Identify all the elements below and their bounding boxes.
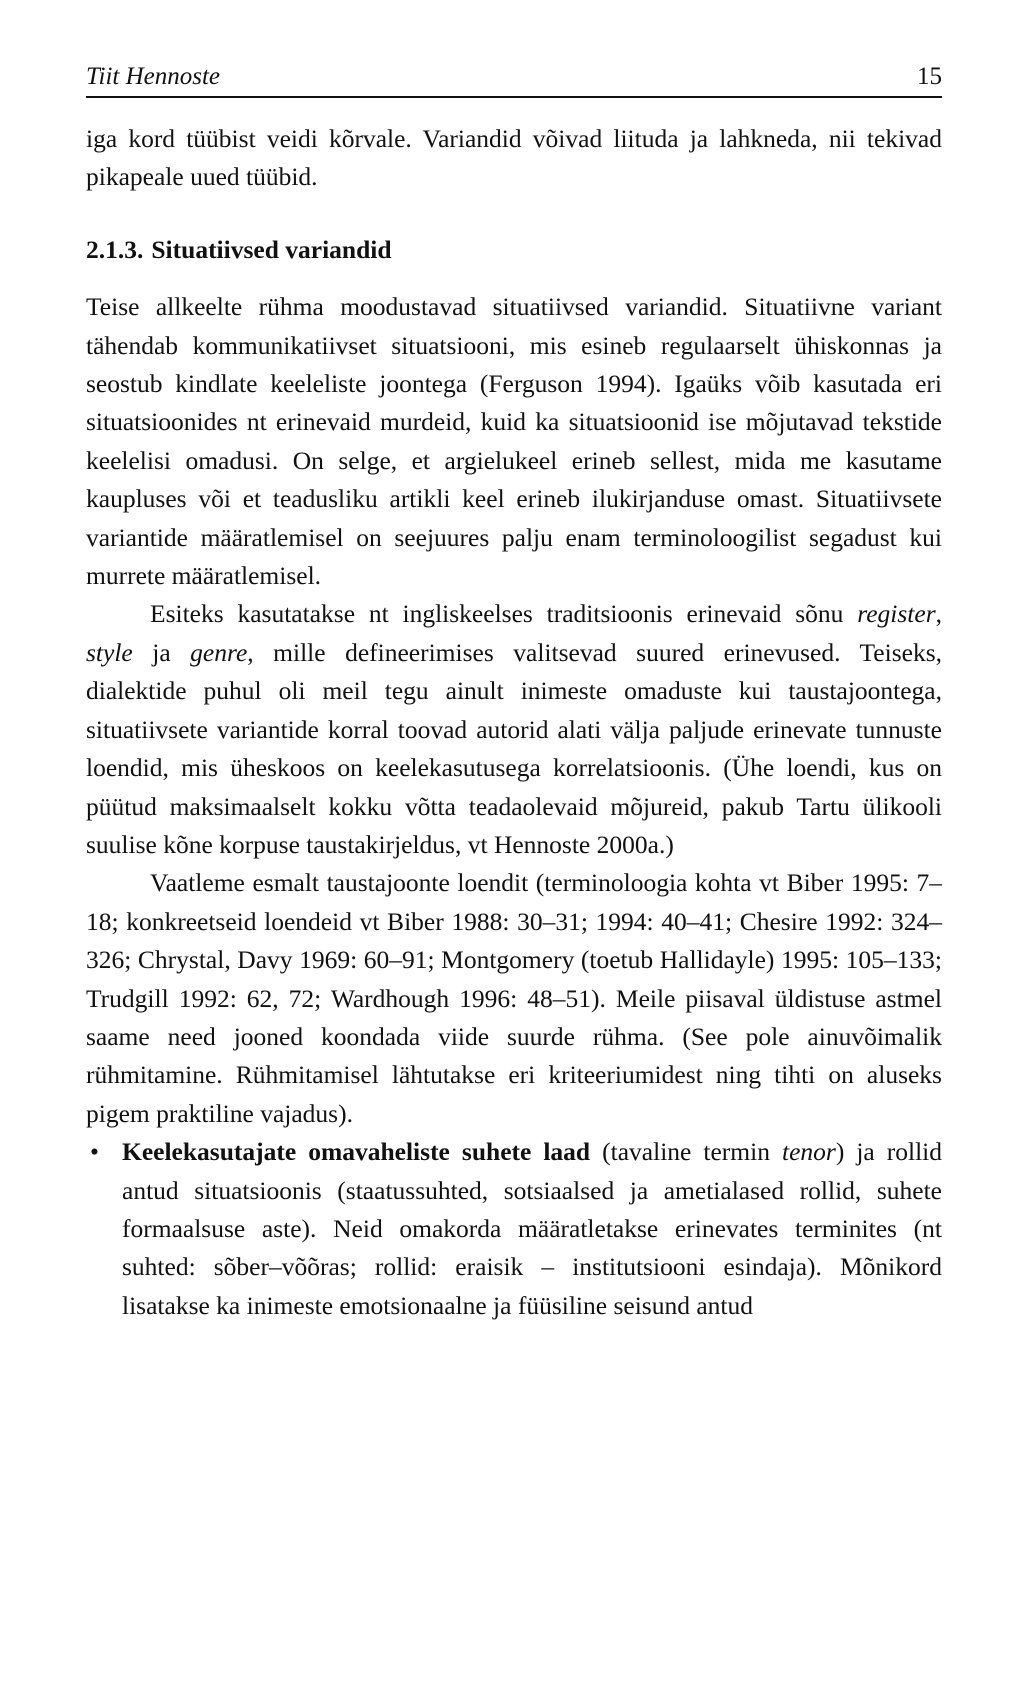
list-item — [86, 1133, 942, 1325]
page-number: 15 — [917, 63, 942, 90]
separator-1: , — [935, 599, 942, 629]
term-register: register — [857, 599, 936, 629]
paragraph-terminology — [86, 595, 942, 864]
paragraph-situational-variants: Teise allkeelte rühma moodustavad situatiivsed variandid. Situatiivne variant tähendab kommunikatiivset situatsiooni, mis esineb regulaarselt ühiskonnas ja seostub kindlate keeleliste joontega (Ferguson 1994). Igaüks võib kasutada eri situatsioonides nt erinevaid murdeid, kuid ka situatsioonid ise mõjutavad tekstide keelelisi omadusi. On selge, et argielukeel erineb sellest, mida me kasutame kaupluses või et teadusliku artikli keel erineb ilukirjanduse omast. Situatiivsete variantide määratlemisel on seejuures palju enam terminoloogilist segadust kui murrete määratlemisel. — [86, 292, 942, 591]
paragraph-terminology-text-end: , mille defineerimises valitsevad suured erinevused. Teiseks, dialektide puhul oli meil tegu ainult inimeste omaduste kui taustajoontega, situatiivsete variantide korral toovad autorid alati välja paljude erinevate tunnuste loendid, mis üheskoos on keelekasutusega korrelatsioonis. (Ühe loendi, kus on püütud maksimaalselt kokku võtta teadaolevaid mõjureid, pakub Tartu ülikooli suulise kõne korpuse taustakirjeldus, vt Hennoste 2000a.) — [86, 637, 943, 859]
body-text — [86, 120, 942, 1325]
paragraph-terminology-text-start: Esiteks kasutatakse nt ingliskeelses traditsioonis erinevaid sõnu — [150, 599, 858, 629]
paragraph-background-features: Vaatleme esmalt taustajoonte loendit (terminoloogia kohta vt Biber 1995: 7–18; konkreetseid loendeid vt Biber 1988: 30–31; 1994: 40–41; Chesire 1992: 324–326; Chrystal, Davy 1969: 60–91; Montgomery (toetub Hallidayle) 1995: 105–133; Trudgill 1992: 62, 72; Wardhough 1996: 48–51). Meile piisaval üldistuse astmel saame need jooned koondada viide suurde rühma. (See pole ainuvõimalik rühmitamine. Rühmitamisel lähtutakse eri kriteeriumidest ning tihti on aluseks pigem praktiline vajadus). — [86, 868, 942, 1128]
term-tenor: tenor — [781, 1137, 836, 1167]
list-item-text-1: (tavaline termin — [590, 1137, 782, 1167]
header-author: Tiit Hennoste — [86, 63, 221, 90]
bullet-icon: • — [90, 1137, 99, 1167]
separator-2: ja — [132, 637, 191, 667]
running-header — [86, 62, 942, 98]
term-genre: genre — [190, 637, 248, 667]
section-title: Situatiivsed variandid — [151, 234, 392, 264]
list-item-term: Keelekasutajate omavaheliste suhete laad — [122, 1137, 591, 1167]
section-heading — [86, 231, 942, 269]
book-page — [86, 62, 942, 1325]
paragraph-continuation: iga kord tüübist veidi kõrvale. Variandid võivad liituda ja lahkneda, nii tekivad pikapeale uued tüübid. — [86, 124, 942, 192]
list-item-text-2: ) ja rollid antud situatsioonis (staatussuhted, sotsiaalsed ja ametialased rollid, suhete formaalsuse aste). Neid omakorda määratletakse erinevates terminites (nt suhted: sõber–võõras; rollid: eraisik – institutsiooni esindaja). Mõnikord lisatakse ka inimeste emotsionaalne ja füüsiline seisund antud — [122, 1137, 943, 1320]
section-number: 2.1.3. — [86, 234, 144, 264]
feature-list — [86, 1133, 942, 1325]
term-style: style — [86, 637, 133, 667]
